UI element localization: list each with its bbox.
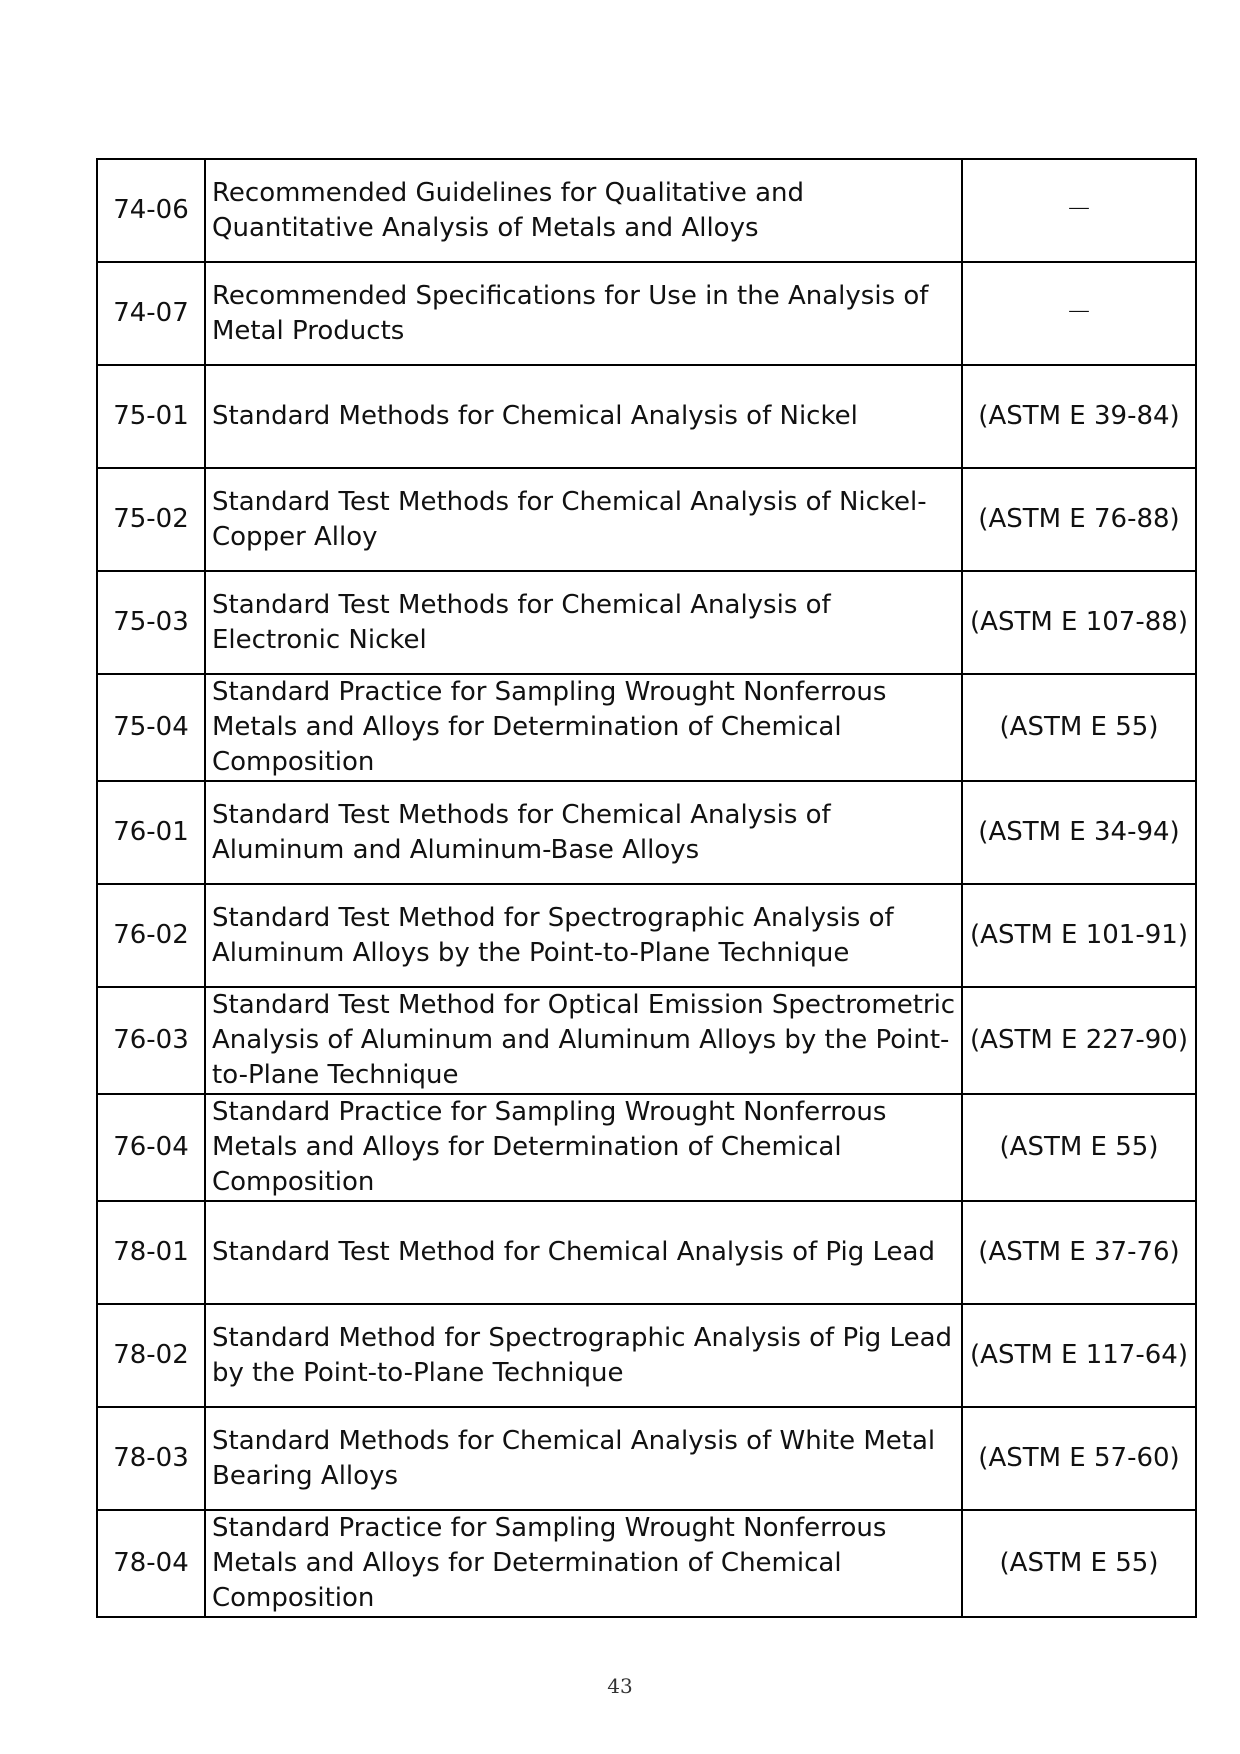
table-row (97, 674, 1196, 781)
table-row (97, 884, 1196, 987)
astm-reference-cell: (ASTM E 76-88) (962, 468, 1196, 571)
table-row (97, 468, 1196, 571)
standard-title-cell: Standard Test Method for Optical Emission Spectrometric Analysis of Aluminum and Aluminum Alloys by the Point-to-Plane Technique (205, 987, 962, 1094)
table-row (97, 1510, 1196, 1617)
astm-reference-cell: (ASTM E 34-94) (962, 781, 1196, 884)
astm-reference-cell: － (962, 159, 1196, 262)
standard-code-cell: 75-01 (97, 365, 205, 468)
standard-code-cell: 74-06 (97, 159, 205, 262)
standard-title-cell: Standard Method for Spectrographic Analysis of Pig Lead by the Point-to-Plane Technique (205, 1304, 962, 1407)
astm-reference-cell: (ASTM E 101-91) (962, 884, 1196, 987)
astm-reference-cell: (ASTM E 55) (962, 1094, 1196, 1201)
standard-code-cell: 78-01 (97, 1201, 205, 1304)
table-row (97, 1201, 1196, 1304)
table-row (97, 1094, 1196, 1201)
astm-reference-cell: (ASTM E 117-64) (962, 1304, 1196, 1407)
astm-reference-cell: (ASTM E 227-90) (962, 987, 1196, 1094)
standard-title-cell: Standard Practice for Sampling Wrought Nonferrous Metals and Alloys for Determination of Chemical Composition (205, 674, 962, 781)
standard-code-cell: 78-04 (97, 1510, 205, 1617)
standard-title-cell: Recommended Specifications for Use in the Analysis of Metal Products (205, 262, 962, 365)
standard-code-cell: 78-02 (97, 1304, 205, 1407)
table-row (97, 1407, 1196, 1510)
standard-title-cell: Standard Methods for Chemical Analysis of Nickel (205, 365, 962, 468)
standard-code-cell: 76-03 (97, 987, 205, 1094)
table-row (97, 262, 1196, 365)
standard-code-cell: 75-03 (97, 571, 205, 674)
table-row (97, 781, 1196, 884)
standard-title-cell: Standard Test Methods for Chemical Analysis of Electronic Nickel (205, 571, 962, 674)
standards-table-body (97, 159, 1196, 1617)
astm-reference-cell: (ASTM E 107-88) (962, 571, 1196, 674)
table-row (97, 159, 1196, 262)
astm-reference-cell: (ASTM E 55) (962, 674, 1196, 781)
page-number: 43 (607, 1674, 633, 1698)
standard-title-cell: Standard Practice for Sampling Wrought Nonferrous Metals and Alloys for Determination of Chemical Composition (205, 1510, 962, 1617)
standard-title-cell: Recommended Guidelines for Qualitative and Quantitative Analysis of Metals and Alloys (205, 159, 962, 262)
standard-code-cell: 74-07 (97, 262, 205, 365)
standard-code-cell: 76-02 (97, 884, 205, 987)
standard-code-cell: 78-03 (97, 1407, 205, 1510)
standard-title-cell: Standard Test Methods for Chemical Analysis of Nickel-Copper Alloy (205, 468, 962, 571)
astm-reference-cell: － (962, 262, 1196, 365)
standard-title-cell: Standard Methods for Chemical Analysis of White Metal Bearing Alloys (205, 1407, 962, 1510)
astm-reference-cell: (ASTM E 37-76) (962, 1201, 1196, 1304)
standard-code-cell: 75-02 (97, 468, 205, 571)
standard-title-cell: Standard Test Methods for Chemical Analysis of Aluminum and Aluminum-Base Alloys (205, 781, 962, 884)
standard-title-cell: Standard Practice for Sampling Wrought Nonferrous Metals and Alloys for Determination of Chemical Composition (205, 1094, 962, 1201)
table-row (97, 1304, 1196, 1407)
astm-reference-cell: (ASTM E 55) (962, 1510, 1196, 1617)
table-row (97, 987, 1196, 1094)
table-row (97, 571, 1196, 674)
standard-title-cell: Standard Test Method for Chemical Analysis of Pig Lead (205, 1201, 962, 1304)
astm-reference-cell: (ASTM E 39-84) (962, 365, 1196, 468)
standard-code-cell: 75-04 (97, 674, 205, 781)
standard-code-cell: 76-01 (97, 781, 205, 884)
standard-title-cell: Standard Test Method for Spectrographic Analysis of Aluminum Alloys by the Point-to-Plane Technique (205, 884, 962, 987)
astm-reference-cell: (ASTM E 57-60) (962, 1407, 1196, 1510)
standards-table (96, 158, 1197, 1618)
standard-code-cell: 76-04 (97, 1094, 205, 1201)
table-row (97, 365, 1196, 468)
